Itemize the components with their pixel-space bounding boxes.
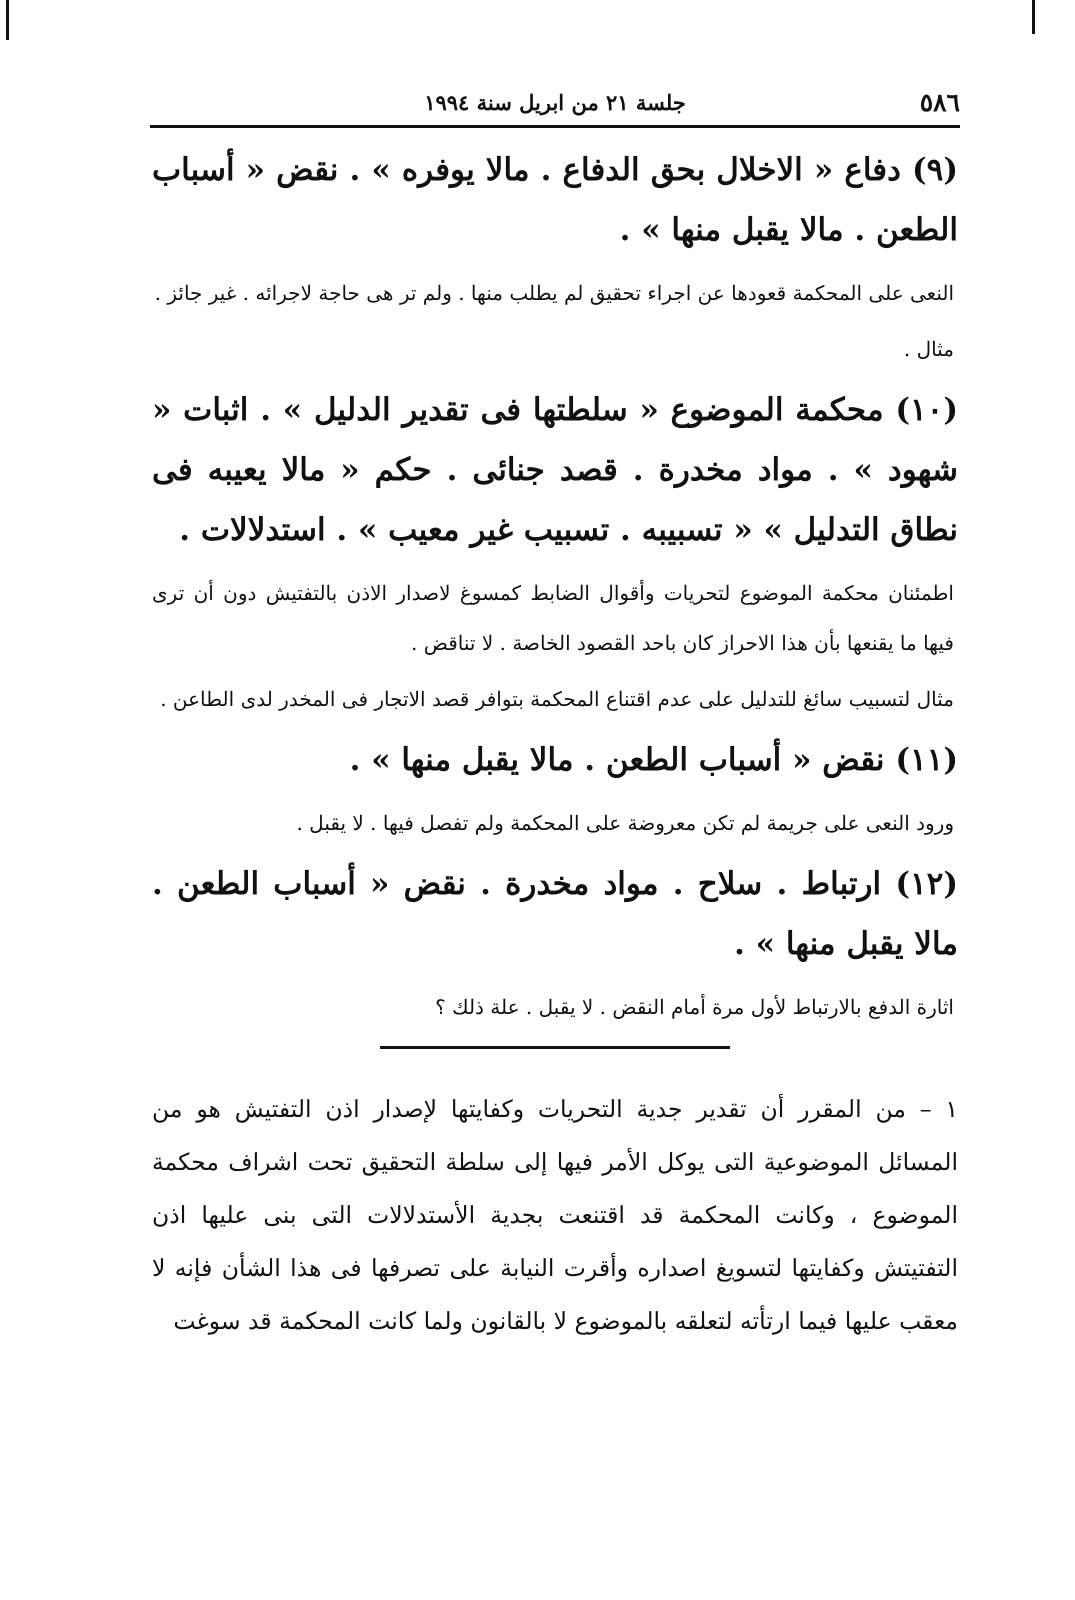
headnote-10 [152, 380, 958, 724]
headnote-summary: النعى على المحكمة قعودها عن اجراء تحقيق لم يطلب منها . ولم تر هى حاجة لاجرائه . غير جائز . [154, 281, 954, 305]
headnote-summary: ورود النعى على جريمة لم تكن معروضة على المحكمة ولم تفصل فيها . لا يقبل . [296, 811, 954, 835]
scan-edge-mark-left [6, 0, 9, 40]
headnote-title: (١٢) ارتباط . سلاح . مواد مخدرة . نقض « أسباب الطعن . مالا يقبل منها » . [152, 866, 958, 962]
headnote-summary: اثارة الدفع بالارتباط لأول مرة أمام النقض . لا يقبل . علة ذلك ؟ [435, 995, 954, 1019]
headnote-title: (١١) نقض « أسباب الطعن . مالا يقبل منها » . [349, 742, 958, 778]
scan-edge-mark-right [1032, 0, 1035, 34]
session-title: جلسة ٢١ من ابريل سنة ١٩٩٤ [424, 90, 686, 115]
headnote-12 [152, 854, 958, 1032]
section-separator [380, 1046, 730, 1049]
headnote-summary: مثال . [903, 337, 954, 361]
headnote-9 [152, 140, 958, 374]
page-content [152, 140, 958, 1348]
page-header [150, 82, 960, 128]
ruling-paragraph: ١ – من المقرر أن تقدير جدية التحريات وكفايتها لإصدار اذن التفتيش هو من المسائل الموضوعية التى يوكل الأمر فيها إلى سلطة التحقيق تحت اشراف محكمة الموضوع ، وكانت المحكمة قد اقتنعت بجدية الأستدلالات التى بنى عليها اذن التفتيتش وكفايتها لتسويغ اصداره وأقرت النيابة على تصرفها فى هذا الشأن فإنه لا معقب عليها فيما ارتأته لتعلقه بالموضوع لا بالقانون ولما كانت المحكمة قد سوغت [152, 1095, 958, 1335]
page-number: ٥٨٦ [919, 88, 960, 117]
headnote-11 [152, 730, 958, 848]
headnote-summary: اطمئنان محكمة الموضوع لتحريات وأقوال الضابط كمسوغ لاصدار الاذن بالتفتيش دون أن ترى فيها ما يقنعها بأن هذا الاحراز كان باحد القصود الخاصة . لا تناقض . [152, 581, 954, 655]
headnote-summary: مثال لتسبيب سائغ للتدليل على عدم اقتناع المحكمة بتوافر قصد الاتجار فى المخدر لدى الطاعن . [160, 687, 954, 711]
header-rule [150, 125, 960, 128]
headnote-title: (١٠) محكمة الموضوع « سلطتها فى تقدير الدليل » . اثبات « شهود » . مواد مخدرة . قصد جنائى . حكم « مالا يعيبه فى نطاق التدليل » « تسبيبه . تسبيب غير معيب » . استدلالات . [152, 392, 958, 548]
headnote-title: (٩) دفاع « الاخلال بحق الدفاع . مالا يوفره » . نقض « أسباب الطعن . مالا يقبل منها » . [152, 152, 958, 248]
